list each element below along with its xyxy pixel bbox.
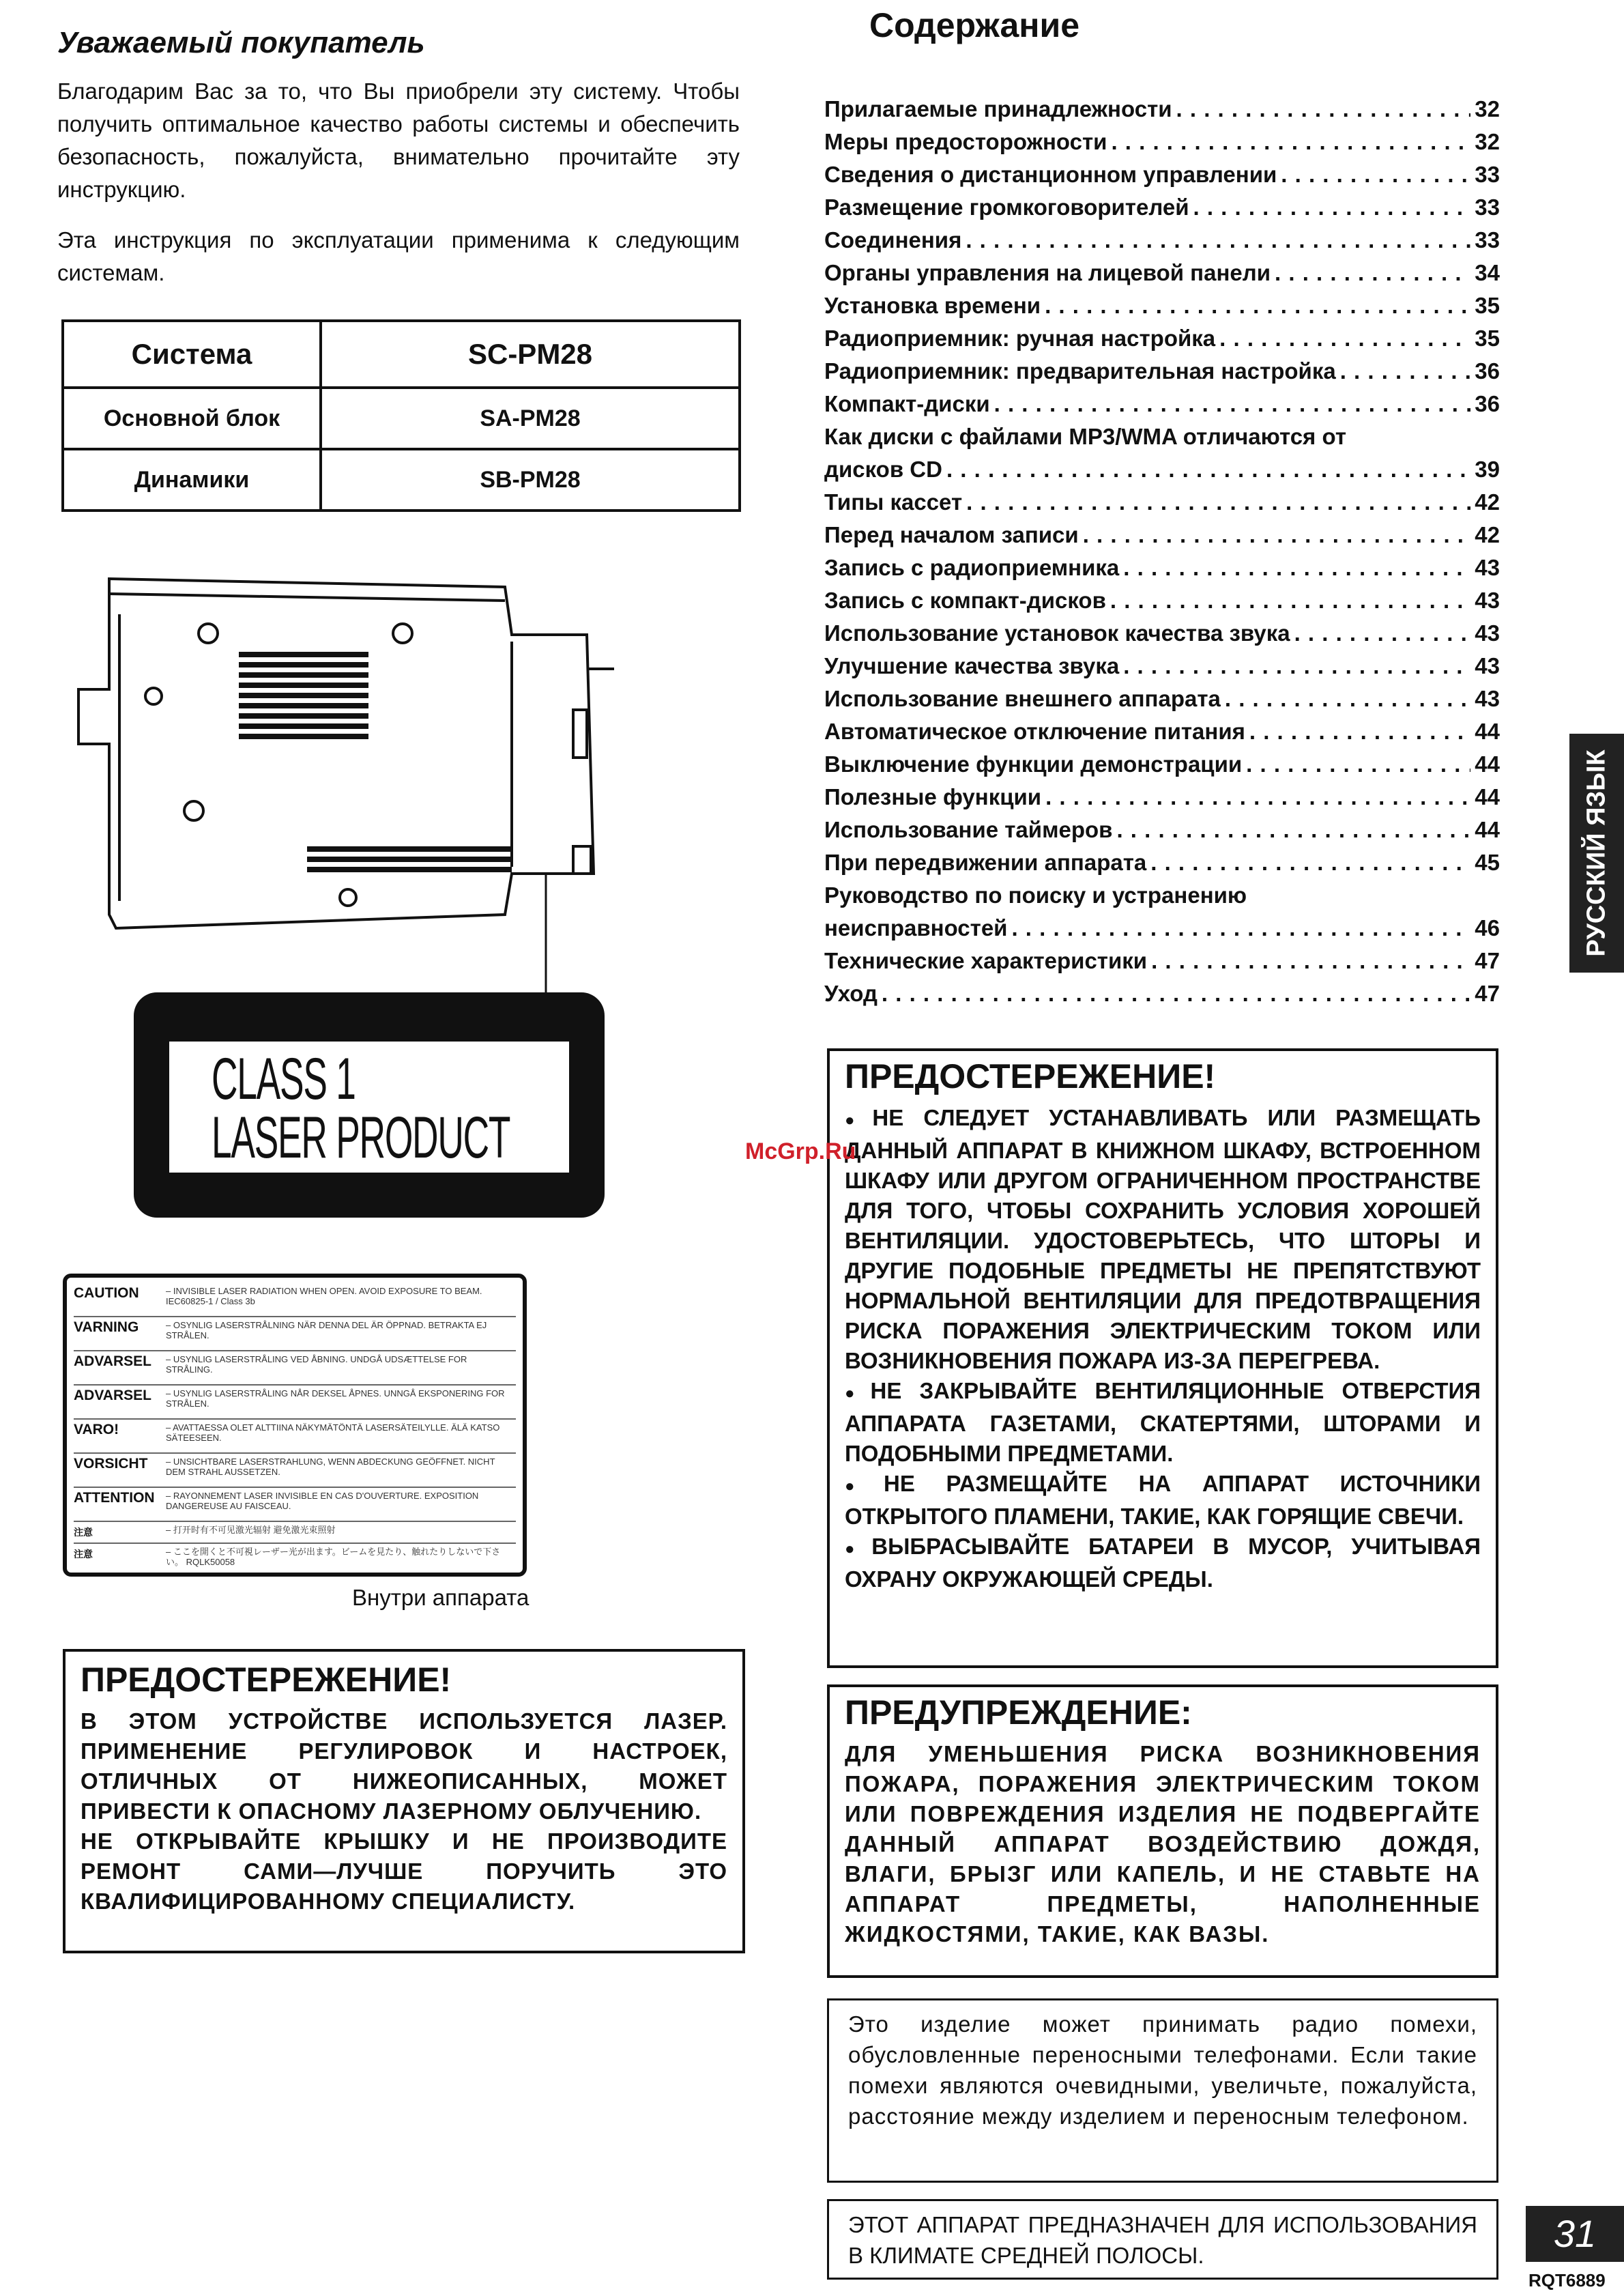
warning-text: – UNSICHTBARE LASERSTRAHLUNG, WENN ABDECKUNG GEÖFFNET. NICHT DEM STRAHL AUSSETZEN. bbox=[166, 1456, 495, 1477]
toc-page: 46 bbox=[1475, 915, 1500, 941]
toc-page: 43 bbox=[1475, 620, 1500, 646]
toc-item[interactable] bbox=[824, 289, 1500, 322]
laser-caution-box bbox=[63, 1649, 745, 1953]
warning-text: – USYNLIG LASERSTRÅLING VED ÅBNING. UNDGÅ UDSÆTTELSE FOR STRÅLING. bbox=[166, 1354, 467, 1375]
toc-page: 43 bbox=[1475, 686, 1500, 711]
warning-row bbox=[74, 1488, 516, 1522]
toc-dots bbox=[1110, 584, 1470, 617]
toc-dots bbox=[1275, 257, 1470, 289]
table-cell: Основной блок bbox=[63, 388, 321, 449]
interference-note-box bbox=[827, 1998, 1498, 2183]
contents-title: Содержание bbox=[869, 6, 1080, 44]
language-label: РУССКИЙ ЯЗЫК bbox=[1582, 749, 1611, 957]
toc-item-title: Радиоприемник: предварительная настройка bbox=[824, 358, 1336, 384]
warning-text: – INVISIBLE LASER RADIATION WHEN OPEN. AVOID EXPOSURE TO BEAM. IEC60825-1 / Class 3b bbox=[166, 1286, 482, 1306]
toc-item[interactable] bbox=[824, 388, 1500, 420]
toc-item-title: Запись с компакт-дисков bbox=[824, 588, 1106, 613]
toc-dots bbox=[1011, 912, 1470, 945]
toc-item[interactable] bbox=[824, 846, 1500, 879]
toc-item[interactable] bbox=[824, 420, 1500, 453]
warning-title: ПРЕДУПРЕЖДЕНИЕ: bbox=[845, 1693, 1192, 1732]
toc-dots bbox=[1281, 158, 1470, 191]
toc-item[interactable] bbox=[824, 650, 1500, 683]
applies-paragraph: Эта инструкция по эксплуатации применима к следующим системам. bbox=[57, 227, 740, 285]
toc-page: 44 bbox=[1475, 817, 1500, 842]
toc-dots bbox=[1246, 748, 1470, 781]
page-number: 31 bbox=[1526, 2206, 1624, 2262]
toc-dots bbox=[1045, 289, 1470, 322]
warning-key: 注意 bbox=[74, 1549, 93, 1560]
toc-page: 36 bbox=[1475, 391, 1500, 416]
warning-key: 注意 bbox=[74, 1527, 93, 1538]
toc-item[interactable] bbox=[824, 158, 1500, 191]
toc-item[interactable] bbox=[824, 519, 1500, 551]
table-cell: SC-PM28 bbox=[321, 321, 740, 388]
warning-row bbox=[74, 1522, 516, 1544]
warning-key: VARNING bbox=[74, 1319, 139, 1335]
toc-dots bbox=[1176, 93, 1471, 126]
moisture-warning-box bbox=[827, 1684, 1498, 1978]
toc-page: 42 bbox=[1475, 522, 1500, 547]
toc-page: 33 bbox=[1475, 227, 1500, 253]
toc-dots bbox=[966, 224, 1470, 257]
ventilation-caution-box bbox=[827, 1048, 1498, 1668]
warning-row bbox=[74, 1317, 516, 1351]
toc-item[interactable] bbox=[824, 584, 1500, 617]
toc-dots bbox=[1111, 126, 1470, 158]
toc-page: 35 bbox=[1475, 293, 1500, 318]
toc-page: 44 bbox=[1475, 784, 1500, 809]
climate-note-box bbox=[827, 2199, 1498, 2280]
toc-dots bbox=[882, 977, 1470, 1010]
toc-item[interactable] bbox=[824, 781, 1500, 814]
toc-item[interactable] bbox=[824, 224, 1500, 257]
warning-key: ATTENTION bbox=[74, 1490, 155, 1506]
language-side-tab bbox=[1569, 734, 1624, 973]
toc-item-title: Автоматическое отключение питания bbox=[824, 719, 1245, 744]
caution-bullet: ● ВЫБРАСЫВАЙТЕ БАТАРЕИ В МУСОР, УЧИТЫВАЯ ОХРАНУ ОКРУЖАЮЩЕЙ СРЕДЫ. bbox=[845, 1532, 1481, 1594]
toc-page: 33 bbox=[1475, 162, 1500, 187]
toc-item-title: Использование внешнего аппарата bbox=[824, 686, 1221, 711]
toc-item-title: Компакт-диски bbox=[824, 391, 990, 416]
toc-page: 43 bbox=[1475, 588, 1500, 613]
note-paragraph: Это изделие может принимать радио помехи, обусловленные переносными телефонами. Если такие помехи являются очевидными, увеличьте, пожалуйста, расстояние между изделием и переносным телефоном. bbox=[848, 2011, 1477, 2129]
toc-item[interactable] bbox=[824, 879, 1500, 912]
warning-row bbox=[74, 1386, 516, 1420]
table-row bbox=[63, 388, 740, 449]
warning-paragraph: ДЛЯ УМЕНЬШЕНИЯ РИСКА ВОЗНИКНОВЕНИЯ ПОЖАРА, ПОРАЖЕНИЯ ЭЛЕКТРИЧЕСКИМ ТОКОМ ИЛИ ПОВРЕЖДЕНИЯ ИЗДЕЛИЯ НЕ ПОДВЕРГАЙТЕ ДАННЫЙ АППАРАТ ВОЗДЕЙСТВИЮ ДОЖДЯ, ВЛАГИ, БРЫЗГ ИЛИ КАПЕЛЬ, И НЕ СТАВЬТЕ НА АППАРАТ ПРЕДМЕТЫ, НАПОЛНЕННЫЕ ЖИДКОСТЯМИ, ТАКИЕ, КАК ВАЗЫ. bbox=[845, 1741, 1481, 1947]
toc-page: 42 bbox=[1475, 489, 1500, 515]
intro-paragraph: Благодарим Вас за то, что Вы приобрели эту систему. Чтобы получить оптимальное качество работы системы и обеспечить безопасность, пожалуйста, внимательно прочитайте эту инструкцию. bbox=[57, 78, 740, 202]
toc-page: 47 bbox=[1475, 948, 1500, 973]
toc-dots bbox=[1249, 715, 1470, 748]
toc-item[interactable] bbox=[824, 257, 1500, 289]
warning-text: – USYNLIG LASERSTRÅLING NÅR DEKSEL ÅPNES. UNNGÅ EKSPONERING FOR STRÅLEN. bbox=[166, 1388, 505, 1409]
table-of-contents bbox=[824, 93, 1500, 1010]
toc-item[interactable] bbox=[824, 715, 1500, 748]
toc-dots bbox=[1150, 846, 1470, 879]
toc-item-title: Соединения bbox=[824, 227, 962, 253]
toc-item[interactable] bbox=[824, 486, 1500, 519]
caution-bullet: ● НЕ СЛЕДУЕТ УСТАНАВЛИВАТЬ ИЛИ РАЗМЕЩАТЬ ДАННЫЙ АППАРАТ В КНИЖНОМ ШКАФУ, ВСТРОЕННОМ ШКАФУ ИЛИ ДРУГОМ ОГРАНИЧЕННОМ ПРОСТРАНСТВЕ ДЛЯ ТОГО, ЧТОБЫ СОХРАНИТЬ УСЛОВИЯ ХОРОШЕЙ ВЕНТИЛЯЦИИ. УДОСТОВЕРЬТЕСЬ, ЧТО ШТОРЫ И ДРУГИЕ ПОДОБНЫЕ ПРЕДМЕТЫ НЕ ПРЕПЯТСТВУЮТ НОРМАЛЬНОЙ ВЕНТИЛЯЦИИ ДЛЯ ПРЕДОТВРАЩЕНИЯ РИСКА ПОРАЖЕНИЯ ЭЛЕКТРИЧЕСКИМ ТОКОМ ИЛИ ВОЗНИКНОВЕНИЯ ПОЖАРА ИЗ-ЗА ПЕРЕГРЕВА. bbox=[845, 1103, 1481, 1376]
climate-paragraph: ЭТОТ АППАРАТ ПРЕДНАЗНАЧЕН ДЛЯ ИСПОЛЬЗОВАНИЯ В КЛИМАТЕ СРЕДНЕЙ ПОЛОСЫ. bbox=[848, 2212, 1477, 2268]
laser-warning-sticker bbox=[63, 1274, 527, 1577]
toc-dots bbox=[994, 388, 1471, 420]
systems-table bbox=[61, 319, 741, 512]
laser-label-inner bbox=[169, 1042, 569, 1173]
toc-item-title: Руководство по поиску и устранению bbox=[824, 882, 1247, 908]
toc-item-title: Сведения о дистанционном управлении bbox=[824, 162, 1277, 187]
greeting-heading: Уважаемый покупатель bbox=[57, 26, 425, 59]
toc-item[interactable] bbox=[824, 748, 1500, 781]
toc-item[interactable] bbox=[824, 322, 1500, 355]
toc-item[interactable] bbox=[824, 191, 1500, 224]
toc-dots bbox=[946, 453, 1470, 486]
toc-item[interactable] bbox=[824, 93, 1500, 126]
table-cell: Динамики bbox=[63, 449, 321, 511]
warning-key: VORSICHT bbox=[74, 1456, 148, 1472]
toc-item-title: Меры предосторожности bbox=[824, 129, 1107, 154]
toc-item-title: Типы кассет bbox=[824, 489, 963, 515]
toc-dots bbox=[1123, 551, 1470, 584]
caution-paragraph: НЕ ОТКРЫВАЙТЕ КРЫШКУ И НЕ ПРОИЗВОДИТЕ РЕМОНТ САМИ—ЛУЧШЕ ПОРУЧИТЬ ЭТО КВАЛИФИЦИРОВАННОМУ СПЕЦИАЛИСТУ. bbox=[81, 1828, 727, 1914]
toc-dots bbox=[1045, 781, 1470, 814]
toc-dots bbox=[1219, 322, 1470, 355]
toc-item-title: Уход bbox=[824, 981, 878, 1006]
toc-page: 45 bbox=[1475, 850, 1500, 875]
toc-item-title: При передвижении аппарата bbox=[824, 850, 1147, 875]
toc-page: 43 bbox=[1475, 653, 1500, 678]
toc-item-title: Использование установок качества звука bbox=[824, 620, 1290, 646]
warning-text: – AVATTAESSA OLET ALTTIINA NÄKYMÄTÖNTÄ LASERSÄTEILYLLE. ÄLÄ KATSO SÄTEESEEN. bbox=[166, 1422, 500, 1443]
toc-item[interactable] bbox=[824, 551, 1500, 584]
toc-item[interactable] bbox=[824, 814, 1500, 846]
warning-key: CAUTION bbox=[74, 1285, 139, 1301]
device-side-drawing bbox=[68, 573, 614, 1010]
laser-class-label bbox=[134, 992, 605, 1218]
laser-class-text: CLASS 1 bbox=[212, 1046, 356, 1112]
toc-item[interactable] bbox=[824, 977, 1500, 1010]
toc-item-title: неисправностей bbox=[824, 915, 1008, 941]
toc-item[interactable] bbox=[824, 945, 1500, 977]
toc-item-title: Перед началом записи bbox=[824, 522, 1079, 547]
toc-item-title: Радиоприемник: ручная настройка bbox=[824, 326, 1216, 351]
toc-item-title: Полезные функции bbox=[824, 784, 1042, 809]
warning-row bbox=[74, 1420, 516, 1454]
warning-text: – 打开时有不可见激光辐射 避免激光束照射 bbox=[166, 1525, 336, 1535]
toc-item[interactable] bbox=[824, 683, 1500, 715]
warning-row bbox=[74, 1544, 516, 1577]
warning-row bbox=[74, 1283, 516, 1317]
toc-dots bbox=[1151, 945, 1470, 977]
table-row bbox=[63, 321, 740, 388]
toc-dots bbox=[1225, 683, 1470, 715]
caution-bullet: ● НЕ ЗАКРЫВАЙТЕ ВЕНТИЛЯЦИОННЫЕ ОТВЕРСТИЯ АППАРАТА ГАЗЕТАМИ, СКАТЕРТЯМИ, ШТОРАМИ И ПОДОБНЫМИ ПРЕДМЕТАМИ. bbox=[845, 1376, 1481, 1469]
toc-item-title: Технические характеристики bbox=[824, 948, 1148, 973]
toc-item[interactable] bbox=[824, 126, 1500, 158]
caution-title: ПРЕДОСТЕРЕЖЕНИЕ! bbox=[845, 1057, 1216, 1095]
warning-text: – ここを開くと不可視レーザー光が出ます。ビームを見たり、触れたりしないで下さい。 RQLK50058 bbox=[166, 1547, 501, 1567]
toc-dots bbox=[966, 486, 1470, 519]
toc-dots bbox=[1116, 814, 1470, 846]
warning-key: ADVARSEL bbox=[74, 1388, 151, 1403]
toc-dots bbox=[1123, 650, 1470, 683]
toc-page: 44 bbox=[1475, 719, 1500, 744]
warning-row bbox=[74, 1351, 516, 1386]
warning-key: VARO! bbox=[74, 1422, 119, 1437]
toc-dots bbox=[1294, 617, 1471, 650]
table-cell: SA-PM28 bbox=[321, 388, 740, 449]
document-code: RQT6889 bbox=[1528, 2270, 1606, 2291]
watermark: McGrp.Ru bbox=[745, 1138, 856, 1164]
table-cell: Система bbox=[63, 321, 321, 388]
toc-item-title: Размещение громкоговорителей bbox=[824, 195, 1189, 220]
toc-item-title: Прилагаемые принадлежности bbox=[824, 96, 1172, 121]
toc-page: 32 bbox=[1475, 129, 1500, 154]
toc-item-title: Как диски с файлами MP3/WMA отличаются от bbox=[824, 424, 1346, 449]
toc-item-title: Улучшение качества звука bbox=[824, 653, 1120, 678]
warning-key: ADVARSEL bbox=[74, 1353, 151, 1369]
toc-page: 39 bbox=[1475, 457, 1500, 482]
caution-bullet: ● НЕ РАЗМЕЩАЙТЕ НА АППАРАТ ИСТОЧНИКИ ОТКРЫТОГО ПЛАМЕНИ, ТАКИЕ, КАК ГОРЯЩИЕ СВЕЧИ. bbox=[845, 1469, 1481, 1532]
toc-dots bbox=[1083, 519, 1471, 551]
toc-item-title: Выключение функции демонстрации bbox=[824, 751, 1243, 777]
toc-item-title: Установка времени bbox=[824, 293, 1041, 318]
warning-text: – RAYONNEMENT LASER INVISIBLE EN CAS D'OUVERTURE. EXPOSITION DANGEREUSE AU FAISCEAU. bbox=[166, 1491, 479, 1511]
toc-page: 47 bbox=[1475, 981, 1500, 1006]
toc-item[interactable] bbox=[824, 617, 1500, 650]
toc-item[interactable] bbox=[824, 453, 1500, 486]
toc-item[interactable] bbox=[824, 912, 1500, 945]
caution-paragraph: В ЭТОМ УСТРОЙСТВЕ ИСПОЛЬЗУЕТСЯ ЛАЗЕР. ПРИМЕНЕНИЕ РЕГУЛИРОВОК И НАСТРОЕК, ОТЛИЧНЫХ ОТ НИЖЕОПИСАННЫХ, МОЖЕТ ПРИВЕСТИ К ОПАСНОМУ ЛАЗЕРНОМУ ОБЛУЧЕНИЮ. bbox=[81, 1708, 727, 1824]
toc-page: 33 bbox=[1475, 195, 1500, 220]
warning-text: – OSYNLIG LASERSTRÅLNING NÄR DENNA DEL ÄR ÖPPNAD. BETRAKTA EJ STRÅLEN. bbox=[166, 1320, 487, 1340]
inside-caption: Внутри аппарата bbox=[352, 1585, 530, 1610]
toc-item[interactable] bbox=[824, 355, 1500, 388]
toc-page: 34 bbox=[1475, 260, 1500, 285]
toc-item-title: Органы управления на лицевой панели bbox=[824, 260, 1271, 285]
toc-page: 32 bbox=[1475, 96, 1500, 121]
toc-dots bbox=[1340, 355, 1471, 388]
toc-page: 43 bbox=[1475, 555, 1500, 580]
toc-page: 36 bbox=[1475, 358, 1500, 384]
caution-title: ПРЕДОСТЕРЕЖЕНИЕ! bbox=[81, 1661, 452, 1699]
toc-item-title: Запись с радиоприемника bbox=[824, 555, 1120, 580]
toc-dots bbox=[1193, 191, 1471, 224]
table-cell: SB-PM28 bbox=[321, 449, 740, 511]
toc-page: 35 bbox=[1475, 326, 1500, 351]
table-row bbox=[63, 449, 740, 511]
laser-product-text: LASER PRODUCT bbox=[212, 1105, 510, 1171]
toc-item-title: дисков CD bbox=[824, 457, 942, 482]
toc-page: 44 bbox=[1475, 751, 1500, 777]
warning-row bbox=[74, 1454, 516, 1488]
toc-item-title: Использование таймеров bbox=[824, 817, 1113, 842]
